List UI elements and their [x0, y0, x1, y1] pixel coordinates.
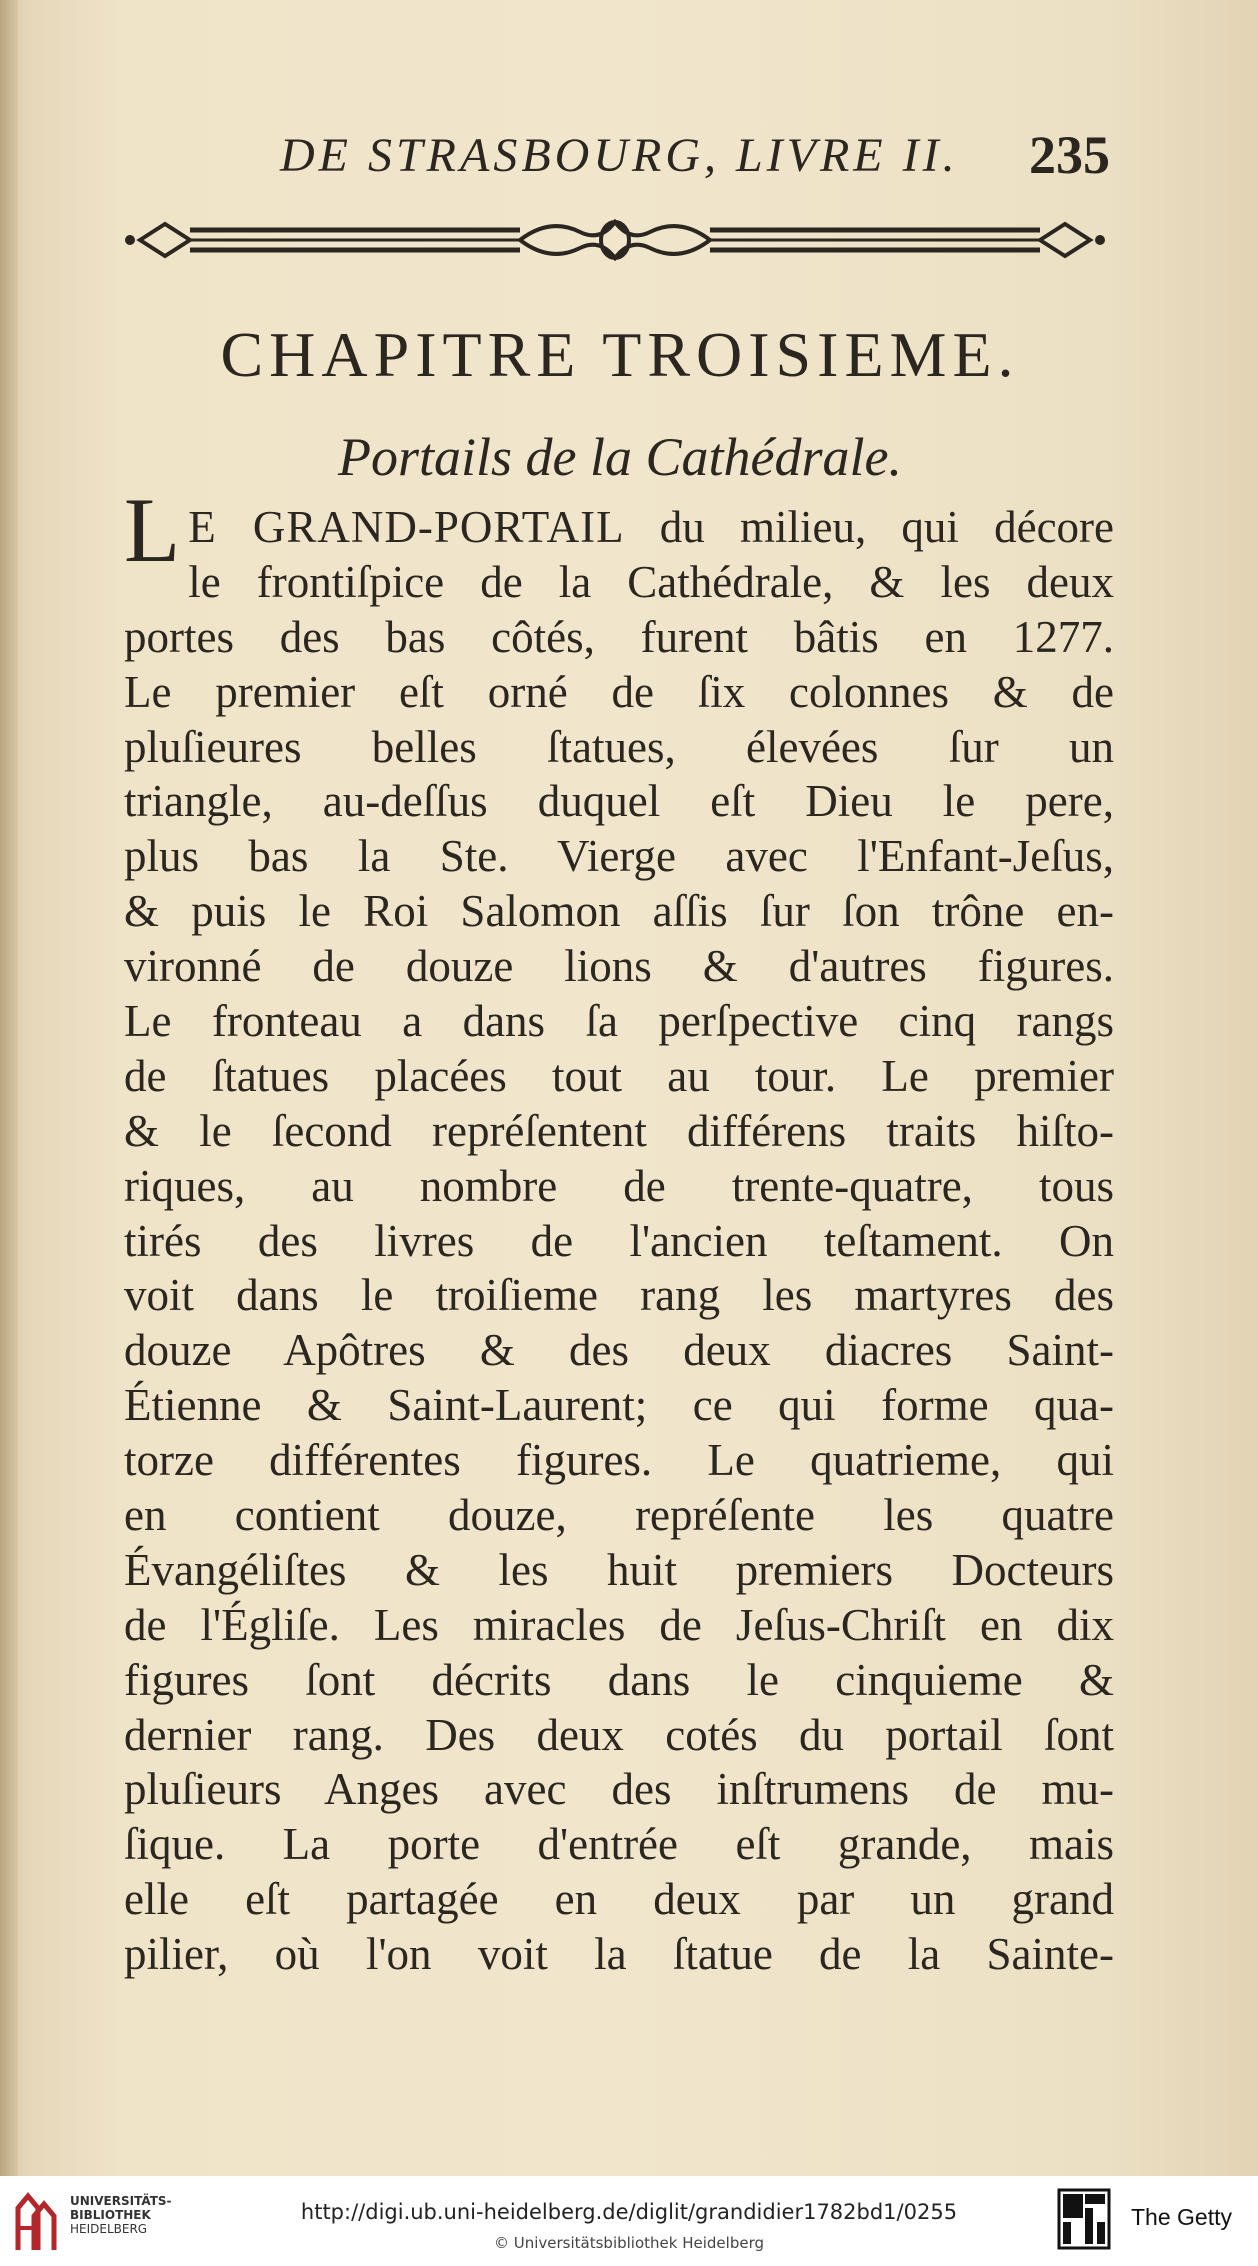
text-line — [124, 479, 1115, 581]
text-line: triangle, au-deſſus duquel eſt Dieu le pere, — [124, 776, 1114, 827]
text-line: plus bas la Ste. Vierge avec l'Enfant-Jeſus, — [124, 831, 1114, 882]
running-title: DE STRASBOURG, LIVRE II. — [280, 129, 959, 182]
copyright-notice: © Universitätsbibliothek Heidelberg — [493, 2234, 764, 2252]
first-line-smallcaps: E GRAND-PORTAIL — [188, 502, 625, 552]
text-line: ſique. La porte d'entrée eſt grande, mais — [124, 1819, 1114, 1870]
page-number: 235 — [1029, 125, 1110, 185]
body-text — [124, 479, 1115, 1982]
text-line: elle eſt partagée en deux par un grand — [124, 1874, 1114, 1925]
library-name-line: HEIDELBERG — [70, 2222, 148, 2236]
decorative-rule-ornament — [120, 212, 1110, 268]
text-line: douze Apôtres & des deux diacres Saint- — [124, 1325, 1114, 1376]
text-line: portes des bas côtés, furent bâtis en 1277. — [124, 611, 1114, 662]
text-line: Étienne & Saint-Laurent; ce qui forme qua- — [124, 1380, 1114, 1431]
page-gutter — [0, 0, 18, 2176]
text-line: Le fronteau a dans ſa perſpective cinq rangs — [124, 996, 1114, 1047]
permalink-url[interactable]: http://digi.ub.uni-heidelberg.de/diglit/grandidier1782bd1/0255 — [300, 2200, 958, 2224]
getty-name: The Getty — [1131, 2204, 1232, 2230]
text-line: Le premier eſt orné de ſix colonnes & de — [124, 666, 1114, 717]
text-line: pluſieures belles ſtatues, élevées ſur un — [124, 721, 1114, 772]
first-line-rest: du milieu, qui décore — [624, 502, 1115, 552]
viewer-footer — [0, 2176, 1258, 2266]
text-line: torze différentes figures. Le quatrieme, qui — [124, 1435, 1114, 1486]
library-name-line: UNIVERSITÄTS- — [70, 2194, 172, 2208]
text-line: Évangéliſtes & les huit premiers Docteurs — [124, 1544, 1114, 1595]
text-line: de l'Égliſe. Les miracles de Jeſus-Chriſt en dix — [124, 1599, 1114, 1650]
library-name-line: BIBLIOTHEK — [70, 2208, 151, 2222]
text-line: riques, au nombre de trente-quatre, tous — [124, 1160, 1114, 1211]
chapter-title: CHAPITRE TROISIEME. — [220, 319, 1020, 390]
text-line: vironné de douze lions & d'autres figures. — [124, 941, 1114, 992]
text-line: voit dans le troiſieme rang les martyres des — [124, 1270, 1114, 1321]
section-title: Portails de la Cathédrale. — [338, 427, 902, 487]
text-line: figures ſont décrits dans le cinquieme & — [124, 1654, 1114, 1705]
text-line: dernier rang. Des deux cotés du portail ſont — [124, 1709, 1114, 1760]
text-line: de ſtatues placées tout au tour. Le premier — [124, 1050, 1114, 1101]
text-line: en contient douze, repréſente les quatre — [124, 1490, 1114, 1541]
text-line: & puis le Roi Salomon aſſis ſur ſon trône en- — [124, 886, 1114, 937]
getty-logo-icon — [1057, 2188, 1111, 2250]
text-line: pluſieurs Anges avec des inſtrumens de mu- — [124, 1764, 1114, 1815]
page-header — [280, 125, 1110, 185]
text-line: le frontiſpice de la Cathédrale, & les deux — [188, 556, 1114, 607]
drop-cap: L — [124, 479, 181, 581]
text-line: tirés des livres de l'ancien teſtament. On — [124, 1215, 1114, 1266]
text-line: & le ſecond repréſentent différens traits hiſto- — [124, 1105, 1114, 1156]
text-line: pilier, où l'on voit la ſtatue de la Sainte- — [124, 1929, 1114, 1980]
